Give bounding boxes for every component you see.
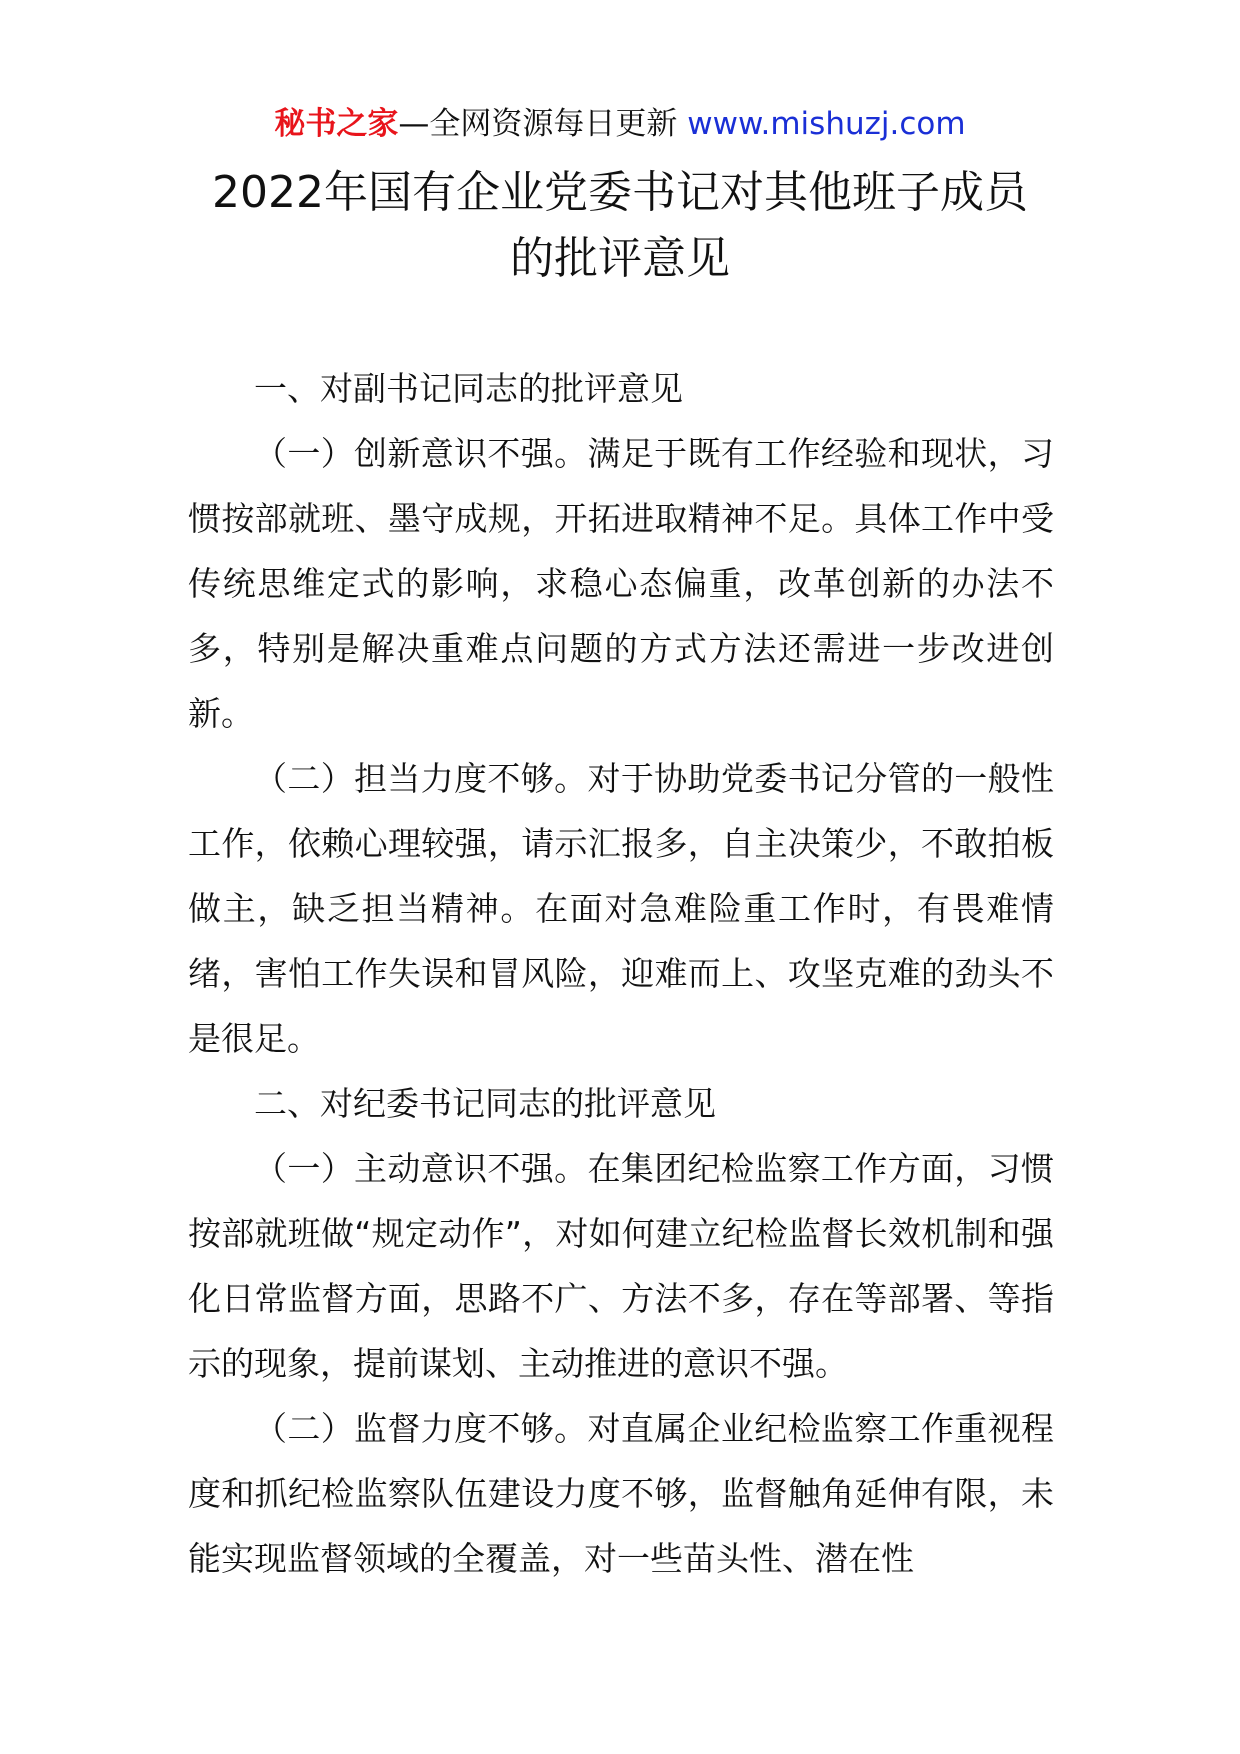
title-line-1: 2022年国有企业党委书记对其他班子成员	[212, 167, 1028, 218]
site-watermark	[0, 104, 1240, 144]
paragraph-1-2: （二）担当力度不够。对于协助党委书记分管的一般性工作，依赖心理较强，请示汇报多，自主决策少，不敢拍板做主，缺乏担当精神。在面对急难险重工作时，有畏难情绪，害怕工作失误和冒风险，迎难而上、攻坚克难的劲头不是很足。	[188, 759, 1054, 1058]
watermark-url[interactable]: www.mishuzj.com	[687, 106, 966, 142]
watermark-slogan: —全网资源每日更新	[398, 106, 688, 142]
document-title	[150, 160, 1090, 292]
section-heading-1: 一、对副书记同志的批评意见	[254, 369, 683, 408]
paragraph-1-1: （一）创新意识不强。满足于既有工作经验和现状，习惯按部就班、墨守成规，开拓进取精神不足。具体工作中受传统思维定式的影响，求稳心态偏重，改革创新的办法不多，特别是解决重难点问题的方式方法还需进一步改进创新。	[188, 434, 1054, 733]
section-heading-2: 二、对纪委书记同志的批评意见	[254, 1084, 716, 1123]
title-line-2: 的批评意见	[510, 233, 730, 284]
watermark-brand: 秘书之家	[274, 106, 399, 142]
paragraph-2-2: （二）监督力度不够。对直属企业纪检监察工作重视程度和抓纪检监察队伍建设力度不够，监督触角延伸有限，未能实现监督领域的全覆盖，对一些苗头性、潜在性	[188, 1409, 1054, 1578]
paragraph-2-1: （一）主动意识不强。在集团纪检监察工作方面，习惯按部就班做“规定动作”，对如何建立纪检监督长效机制和强化日常监督方面，思路不广、方法不多，存在等部署、等指示的现象，提前谋划、主动推进的意识不强。	[188, 1149, 1054, 1383]
document-body	[188, 356, 1054, 1591]
